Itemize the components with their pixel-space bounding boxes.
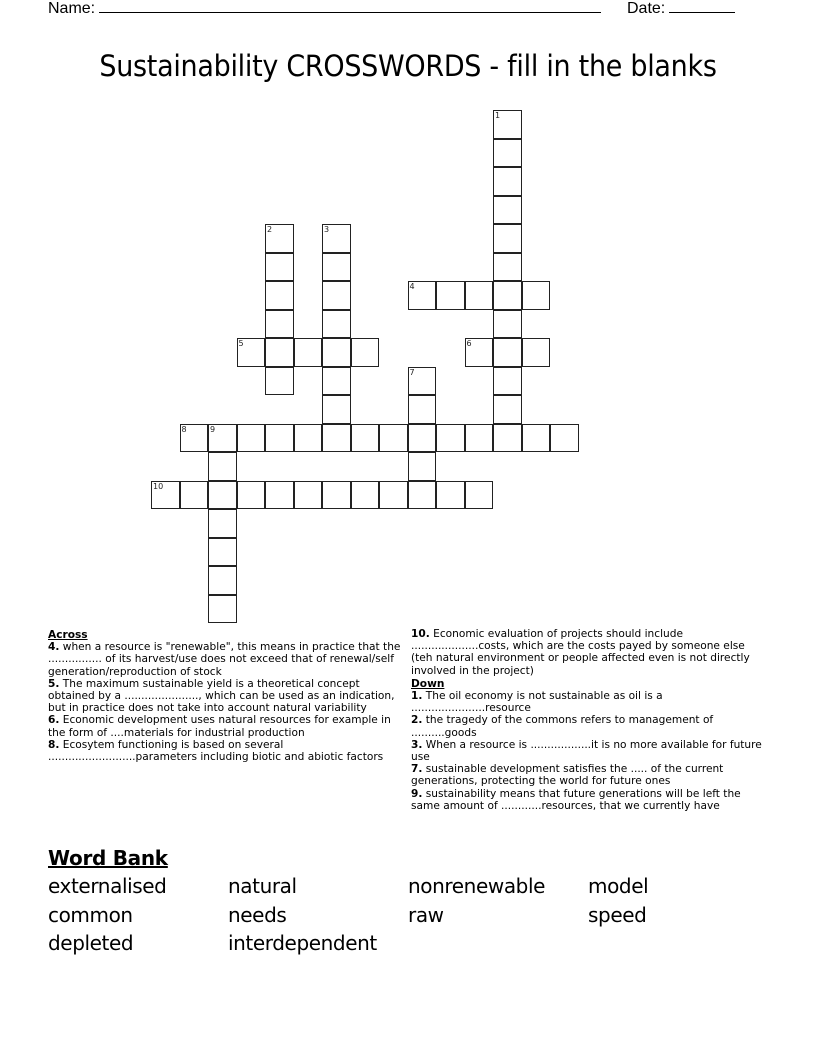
word-bank-item: speed bbox=[588, 902, 647, 927]
crossword-cell[interactable] bbox=[408, 367, 437, 396]
word-bank-item: raw bbox=[408, 902, 444, 927]
clue-number-label: 10 bbox=[153, 481, 164, 491]
crossword-cell[interactable] bbox=[322, 281, 351, 310]
crossword-cell[interactable] bbox=[493, 424, 522, 453]
crossword-cell[interactable] bbox=[493, 338, 522, 367]
clue-number-label: 6 bbox=[466, 339, 472, 348]
crossword-cell[interactable] bbox=[265, 367, 294, 396]
crossword-cell[interactable] bbox=[493, 224, 522, 253]
page-title: Sustainability CROSSWORDS - fill in the blanks bbox=[99, 49, 717, 83]
crossword-cell[interactable] bbox=[265, 281, 294, 310]
crossword-cell[interactable] bbox=[237, 424, 266, 453]
crossword-cell[interactable] bbox=[493, 167, 522, 196]
word-bank-item: depleted bbox=[48, 931, 134, 955]
crossword-cell[interactable] bbox=[522, 338, 551, 367]
crossword-cell[interactable] bbox=[550, 424, 579, 453]
clue-across-8 bbox=[48, 739, 404, 763]
crossword-cell[interactable] bbox=[208, 481, 237, 510]
crossword-cell[interactable] bbox=[408, 481, 437, 510]
clue-across-5 bbox=[48, 678, 404, 715]
clue-number-label: 3 bbox=[324, 225, 330, 234]
crossword-cell[interactable] bbox=[265, 253, 294, 282]
clue-number: 4. bbox=[48, 641, 60, 654]
crossword-cell[interactable] bbox=[322, 253, 351, 282]
clue-text: The oil economy is not sustainable as oil is a ......................resource bbox=[411, 690, 663, 715]
crossword-cell[interactable] bbox=[322, 310, 351, 339]
crossword-cell[interactable] bbox=[408, 395, 437, 424]
crossword-cell[interactable] bbox=[436, 424, 465, 453]
crossword-cell[interactable] bbox=[465, 424, 494, 453]
word-bank-list bbox=[48, 872, 768, 958]
clues-column-left bbox=[48, 628, 404, 763]
crossword-cell[interactable] bbox=[322, 395, 351, 424]
word-bank-item: needs bbox=[228, 902, 287, 927]
clue-down-7 bbox=[411, 763, 767, 787]
crossword-cell[interactable] bbox=[351, 338, 380, 367]
clue-number: 2. bbox=[411, 714, 423, 727]
date-label: Date: bbox=[627, 0, 666, 17]
crossword-cell[interactable] bbox=[379, 424, 408, 453]
crossword-cell[interactable] bbox=[408, 424, 437, 453]
crossword-cell[interactable] bbox=[408, 281, 437, 310]
clue-down-1 bbox=[411, 690, 767, 714]
clue-across-4 bbox=[48, 641, 404, 678]
crossword-cell[interactable] bbox=[493, 310, 522, 339]
word-bank-item: common bbox=[48, 902, 133, 927]
clue-number: 7. bbox=[411, 763, 423, 776]
crossword-cell[interactable] bbox=[322, 338, 351, 367]
crossword-cell[interactable] bbox=[436, 481, 465, 510]
clue-text: when a resource is "renewable", this means in practice that the ................ of its harvest/use does not exceed that of renewal/self generation/reproduction of stock bbox=[48, 641, 401, 678]
crossword-cell[interactable] bbox=[208, 424, 237, 453]
crossword-cell[interactable] bbox=[265, 424, 294, 453]
crossword-cell[interactable] bbox=[322, 481, 351, 510]
crossword-cell[interactable] bbox=[294, 338, 323, 367]
crossword-cell[interactable] bbox=[465, 481, 494, 510]
word-bank-item: nonrenewable bbox=[408, 874, 546, 898]
clue-text: sustainable development satisfies the ..... of the current generations, protecting the world for future ones bbox=[411, 763, 724, 788]
clue-number-label: 8 bbox=[181, 424, 187, 434]
clue-text: the tragedy of the commons refers to management of ..........goods bbox=[411, 714, 714, 739]
clue-number-label: 2 bbox=[267, 225, 273, 234]
clue-across-10 bbox=[411, 628, 767, 677]
clue-text: Economic evaluation of projects should include ....................costs, which are the costs payed by someone else (teh natural environment or people affected even is not directly involved in the project) bbox=[411, 628, 750, 677]
clue-text: When a resource is ..................it is no more available for future use bbox=[411, 738, 762, 764]
word-bank-item: externalised bbox=[48, 874, 167, 898]
crossword-cell[interactable] bbox=[493, 110, 522, 139]
crossword-cell[interactable] bbox=[493, 196, 522, 225]
clues-column-right bbox=[411, 628, 767, 812]
clue-text: sustainability means that future generations will be left the same amount of ............resources, that we currently have bbox=[411, 787, 741, 812]
word-bank-item: natural bbox=[228, 874, 297, 898]
name-label: Name: bbox=[48, 0, 96, 17]
down-heading: Down bbox=[411, 677, 445, 690]
crossword-cell[interactable] bbox=[237, 481, 266, 510]
crossword-cell[interactable] bbox=[180, 481, 209, 510]
clue-number: 9. bbox=[411, 787, 423, 800]
crossword-cell[interactable] bbox=[265, 481, 294, 510]
crossword-cell[interactable] bbox=[208, 566, 237, 595]
crossword-cell[interactable] bbox=[465, 338, 494, 367]
crossword-cell[interactable] bbox=[379, 481, 408, 510]
clue-number: 5. bbox=[48, 677, 60, 690]
crossword-cell[interactable] bbox=[351, 424, 380, 453]
clue-number-label: 4 bbox=[409, 282, 415, 291]
crossword-cell[interactable] bbox=[522, 424, 551, 453]
crossword-cell[interactable] bbox=[465, 281, 494, 310]
clue-down-3 bbox=[411, 739, 767, 763]
crossword-cell[interactable] bbox=[265, 310, 294, 339]
crossword-cell[interactable] bbox=[493, 395, 522, 424]
crossword-cell[interactable] bbox=[436, 281, 465, 310]
crossword-cell[interactable] bbox=[208, 538, 237, 567]
crossword-cell[interactable] bbox=[493, 367, 522, 396]
crossword-cell[interactable] bbox=[294, 481, 323, 510]
word-bank-title: Word Bank bbox=[48, 846, 168, 870]
crossword-cell[interactable] bbox=[208, 595, 237, 624]
crossword-cell[interactable] bbox=[493, 139, 522, 168]
clue-down-2 bbox=[411, 714, 767, 738]
crossword-cell[interactable] bbox=[208, 509, 237, 538]
clue-number: 3. bbox=[411, 738, 423, 751]
crossword-cell[interactable] bbox=[208, 452, 237, 481]
clue-across-6 bbox=[48, 714, 404, 738]
crossword-cell[interactable] bbox=[408, 452, 437, 481]
clue-down-9 bbox=[411, 788, 767, 812]
clue-text: Ecosytem functioning is based on several ..........................parameters including biotic and abiotic factors bbox=[48, 738, 384, 764]
crossword-cell[interactable] bbox=[322, 424, 351, 453]
crossword-cell[interactable] bbox=[180, 424, 209, 453]
clue-number-label: 7 bbox=[409, 367, 415, 377]
word-bank-item: interdependent bbox=[228, 931, 377, 955]
clue-number-label: 9 bbox=[210, 424, 216, 434]
crossword-cell[interactable] bbox=[522, 281, 551, 310]
word-bank-item: model bbox=[588, 874, 649, 898]
crossword-cell[interactable] bbox=[265, 224, 294, 253]
clue-number: 8. bbox=[48, 738, 60, 751]
crossword-cell[interactable] bbox=[151, 481, 180, 510]
crossword-cell[interactable] bbox=[493, 253, 522, 282]
crossword-cell[interactable] bbox=[322, 224, 351, 253]
crossword-cell[interactable] bbox=[351, 481, 380, 510]
clue-number: 1. bbox=[411, 690, 423, 703]
crossword-cell[interactable] bbox=[493, 281, 522, 310]
clue-number: 10. bbox=[411, 628, 430, 640]
crossword-cell[interactable] bbox=[322, 367, 351, 396]
word-bank bbox=[48, 844, 768, 958]
clue-number: 6. bbox=[48, 714, 60, 727]
crossword-cell[interactable] bbox=[265, 338, 294, 367]
clue-text: The maximum sustainable yield is a theoretical concept obtained by a ......................, which can be used as an indication, but in practice does not take into account natural variability bbox=[48, 677, 395, 715]
crossword-cell[interactable] bbox=[237, 338, 266, 367]
clue-number-label: 5 bbox=[238, 339, 244, 348]
clue-text: Economic development uses natural resources for example in the form of ....materials for industrial production bbox=[48, 714, 391, 739]
across-heading: Across bbox=[48, 629, 88, 641]
clue-number-label: 1 bbox=[495, 111, 501, 120]
crossword-cell[interactable] bbox=[294, 424, 323, 453]
